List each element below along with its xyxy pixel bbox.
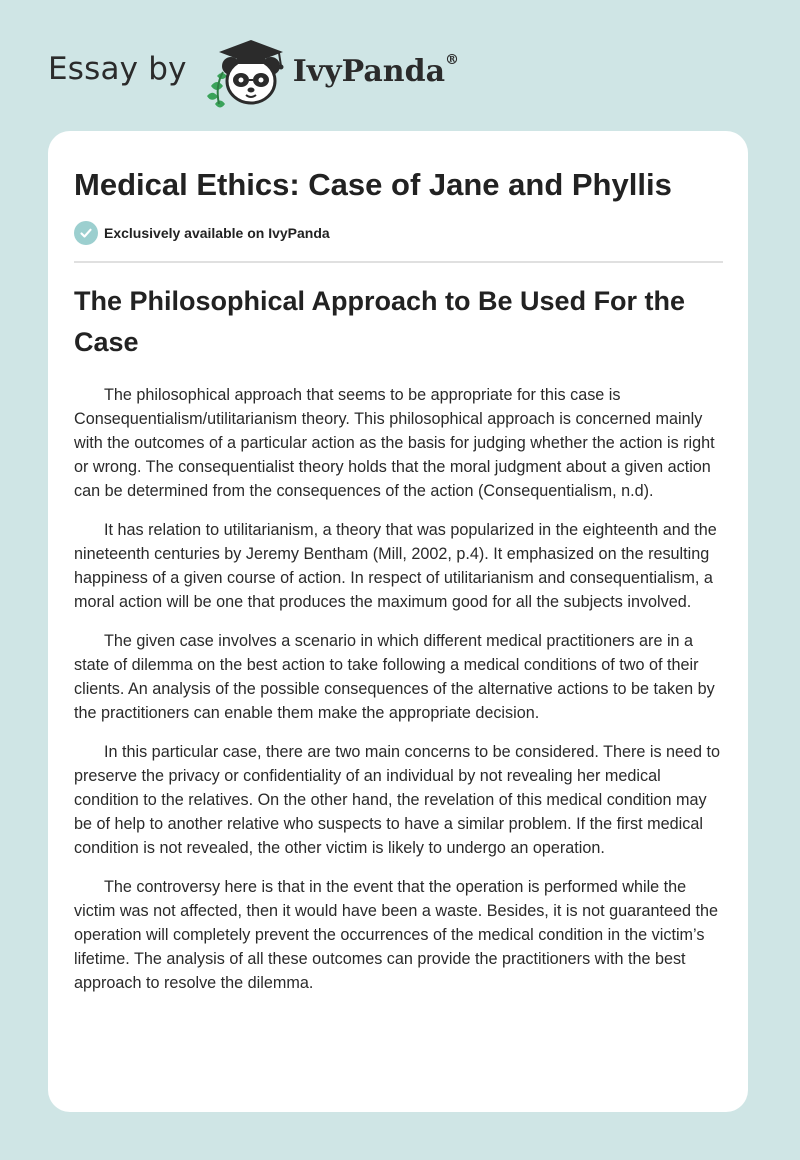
section-heading: The Philosophical Approach to Be Used For the Case — [74, 286, 686, 357]
brand-name: IvyPanda® — [292, 51, 460, 89]
paragraph: The controversy here is that in the event that the operation is performed while the victim was not affected, then it would have been a waste. Besides, it is not guaranteed the operation will completely prevent the occurrences of the medical condition in the victim’s lifetime. The analysis of all these outcomes can provide the practitioners with the best approach to resolve the dilemma. — [74, 878, 718, 992]
paragraph: In this particular case, there are two main concerns to be considered. There is need to preserve the privacy or confidentiality of an individual by not revealing her medical condition to the relatives. On the other hand, the revelation of this medical condition may be of help to another relative who suspects to have a similar problem. If the first medical condition is not revealed, the other victim is likely to undergo an operation. — [74, 743, 721, 857]
paragraph: It has relation to utilitarianism, a theory that was popularized in the eighteenth and the nineteenth centuries by Jeremy Bentham (Mill, 2002, p.4). It emphasized on the resulting happiness of a given course of action. In respect of utilitarianism and consequentialism, a moral action will be one that produces the maximum good for all the subjects involved. — [74, 521, 717, 611]
panda-graduate-icon — [201, 36, 289, 110]
badge-label: Exclusively available on IvyPanda — [104, 225, 330, 241]
article-body — [74, 383, 724, 1010]
site-brand[interactable] — [48, 38, 459, 108]
essay-card — [48, 131, 748, 1112]
page-title: Medical Ethics: Case of Jane and Phyllis — [74, 167, 672, 202]
exclusive-badge — [74, 221, 330, 245]
brand-prefix: Essay by — [48, 51, 187, 87]
divider — [74, 261, 723, 263]
paragraph: The given case involves a scenario in which different medical practitioners are in a state of dilemma on the best action to take following a medical conditions of two of their clients. An analysis of the possible consequences of the alternative actions to be taken by the practitioners can enable them make the appropriate decision. — [74, 632, 715, 722]
check-icon — [74, 221, 98, 245]
paragraph: The philosophical approach that seems to be appropriate for this case is Consequentialism/utilitarianism theory. This philosophical approach is concerned mainly with the outcomes of a particular action as the basis for judging whether the action is right or wrong. The consequentialist theory holds that the moral judgment about a given action can be determined from the consequences of the action (Consequentialism, n.d). — [74, 386, 715, 500]
